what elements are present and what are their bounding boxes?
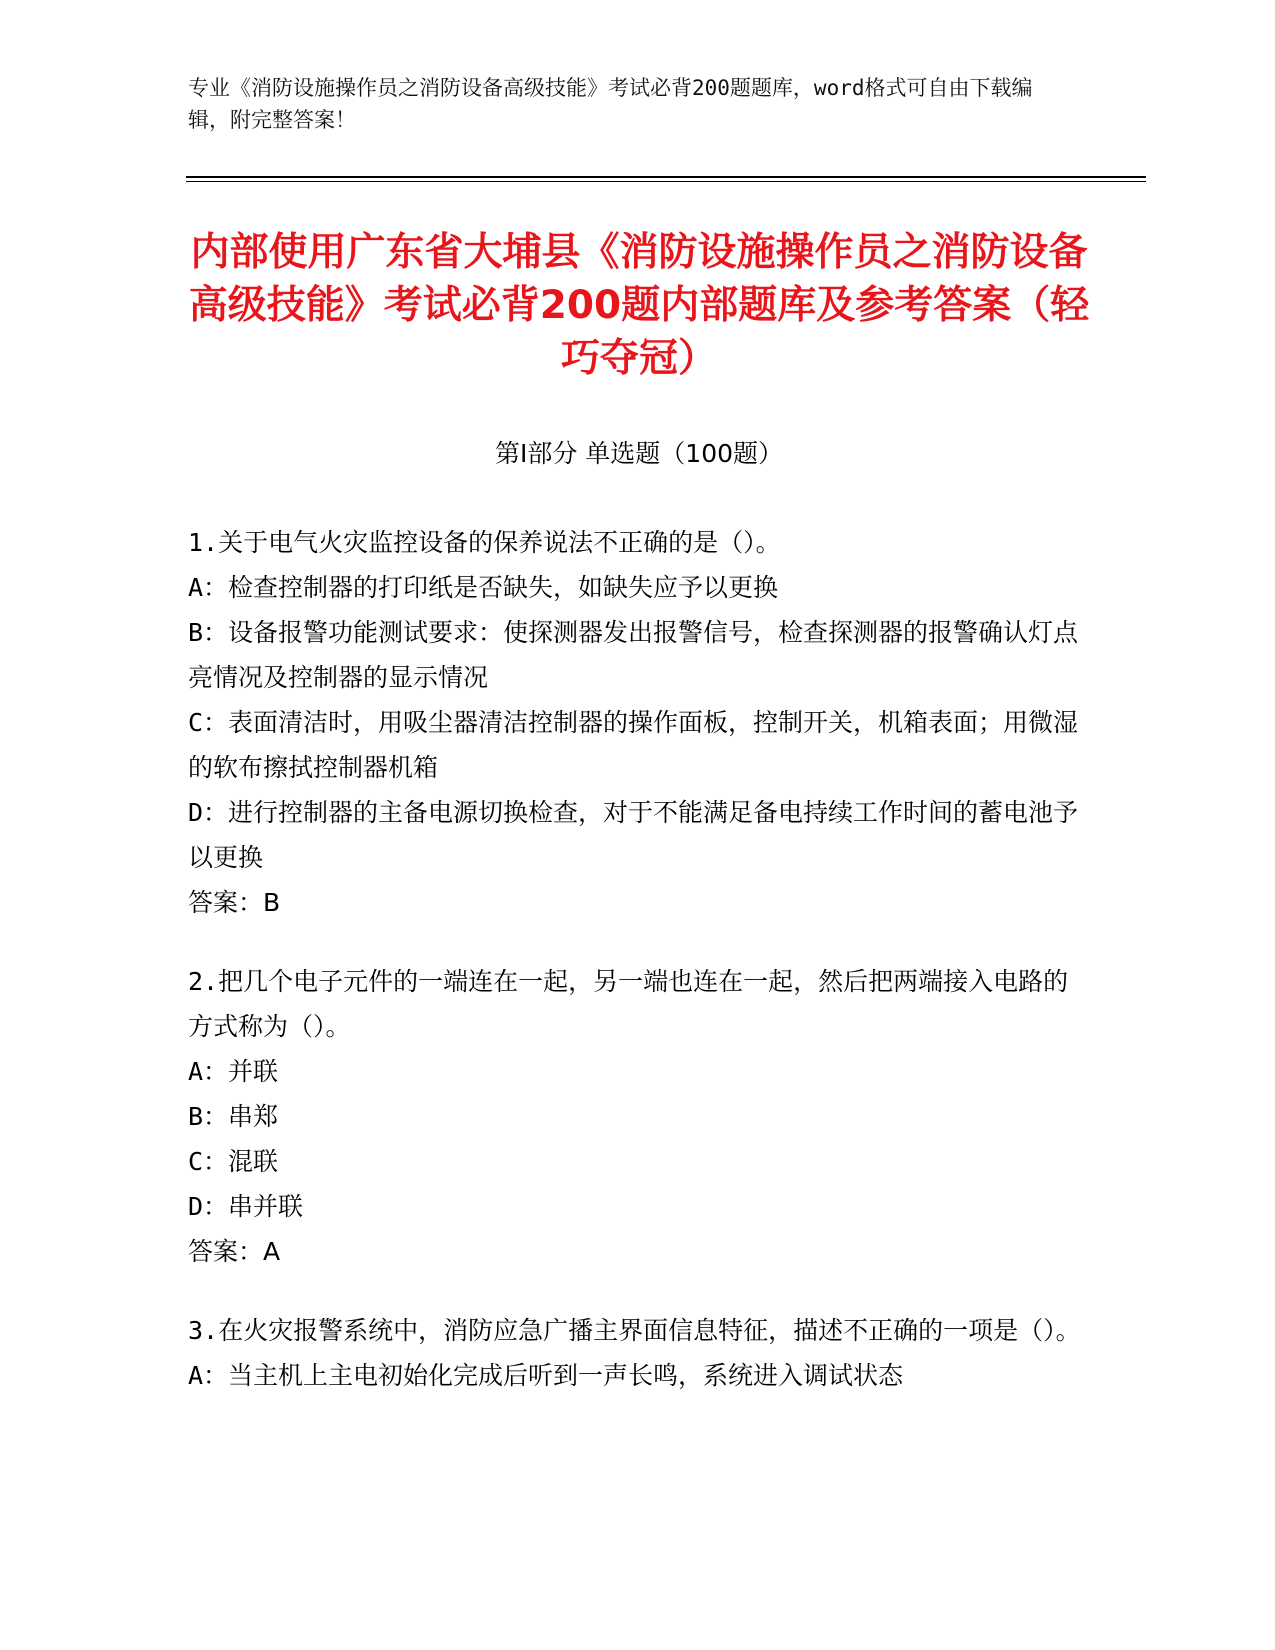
option-a: A：并联 <box>188 1057 279 1086</box>
header-rule-thick <box>186 176 1146 178</box>
section-heading: 第I部分 单选题（100题） <box>494 439 784 468</box>
question-stem: 1.关于电气火灾监控设备的保养说法不正确的是（）。 <box>188 528 781 557</box>
question-stem: 3.在火灾报警系统中，消防应急广播主界面信息特征，描述不正确的一项是（）。 <box>188 1316 1081 1345</box>
option-a: A：当主机上主电初始化完成后听到一声长鸣，系统进入调试状态 <box>188 1361 904 1390</box>
question-2 <box>188 959 1088 1274</box>
question-stem: 2.把几个电子元件的一端连在一起，另一端也连在一起，然后把两端接入电路的方式称为（）。 <box>188 967 1069 1041</box>
question-list <box>188 520 1088 1432</box>
question-1 <box>188 520 1088 925</box>
option-d: D：进行控制器的主备电源切换检查，对于不能满足备电持续工作时间的蓄电池予以更换 <box>188 798 1079 872</box>
answer-line: 答案：B <box>188 888 281 917</box>
option-d: D：串并联 <box>188 1192 304 1221</box>
header-rule-thin <box>186 181 1146 182</box>
option-a: A：检查控制器的打印纸是否缺失，如缺失应予以更换 <box>188 573 779 602</box>
answer-line: 答案：A <box>188 1237 281 1266</box>
question-3 <box>188 1308 1088 1398</box>
option-b: B：设备报警功能测试要求：使探测器发出报警信号，检查探测器的报警确认灯点亮情况及控制器的显示情况 <box>188 618 1079 692</box>
option-b: B：串郑 <box>188 1102 279 1131</box>
header-note: 专业《消防设施操作员之消防设备高级技能》考试必背200题题库，word格式可自由下载编辑，附完整答案！ <box>188 76 1033 132</box>
option-c: C：混联 <box>188 1147 279 1176</box>
option-c: C：表面清洁时，用吸尘器清洁控制器的操作面板，控制开关，机箱表面；用微湿的软布擦拭控制器机箱 <box>188 708 1079 782</box>
document-title: 内部使用广东省大埔县《消防设施操作员之消防设备高级技能》考试必背200题内部题库及参考答案（轻巧夺冠） <box>188 230 1090 381</box>
